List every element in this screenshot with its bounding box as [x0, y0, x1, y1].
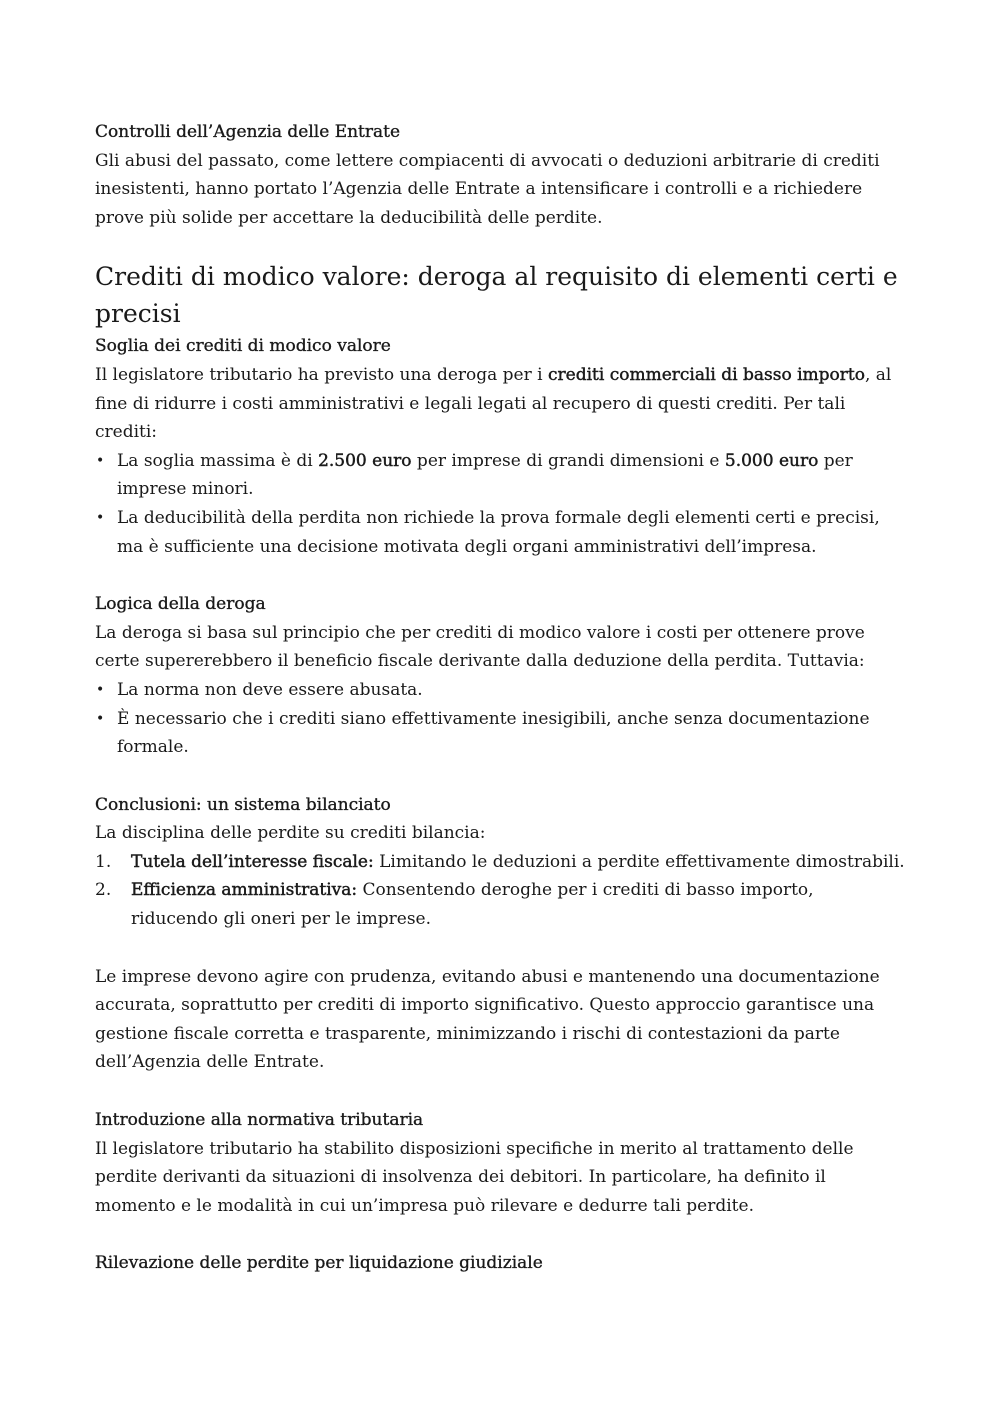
list-item: 1. Tutela dell’interesse fiscale: Limitando le deduzioni a perdite effettivamente dimostrabili.	[95, 851, 905, 872]
paragraph-logica: La deroga si basa sul principio che per crediti di modico valore i costi per ottenere prove certe supererebbero il beneficio fiscale derivante dalla deduzione della perdita. Tuttavia:	[95, 622, 865, 672]
paragraph-soglia: Il legislatore tributario ha previsto una deroga per i crediti commerciali di basso importo, al fine di ridurre i costi amministrativi e legali legati al recupero di questi crediti. Per tali crediti:	[95, 364, 892, 443]
paragraph-closing: Le imprese devono agire con prudenza, evitando abusi e mantenendo una documentazione accurata, soprattutto per crediti di importo significativo. Questo approccio garantisce una gestione fiscale corretta e trasparente, minimizzando i rischi di contestazioni da parte dell’Agenzia delle Entrate.	[95, 966, 880, 1073]
bullet-list-soglia	[95, 447, 905, 561]
paragraph-introduzione: Il legislatore tributario ha stabilito disposizioni specifiche in merito al trattamento delle perdite derivanti da situazioni di insolvenza dei debitori. In particolare, ha definito il momento e le modalità in cui un’impresa può rilevare e dedurre tali perdite.	[95, 1138, 854, 1216]
section-title-crediti-modico: Crediti di modico valore: deroga al requisito di elementi certi e precisi	[95, 262, 898, 329]
bullet-list-logica	[95, 676, 905, 762]
list-item: • La deducibilità della perdita non richiede la prova formale degli elementi certi e precisi, ma è sufficiente una decisione motivata degli organi amministrativi dell’impresa.	[95, 504, 905, 561]
bold-crediti-commerciali: crediti commerciali di basso importo	[548, 364, 865, 385]
list-item: 2. Efficienza amministrativa: Consentendo deroghe per i crediti di basso importo, riducendo gli oneri per le imprese.	[95, 880, 814, 930]
list-item: • È necessario che i crediti siano effettivamente inesigibili, anche senza documentazione formale.	[95, 705, 905, 762]
paragraph-conclusioni: La disciplina delle perdite su crediti bilancia:	[95, 823, 486, 844]
paragraph-controlli: Gli abusi del passato, come lettere compiacenti di avvocati o deduzioni arbitrarie di crediti inesistenti, hanno portato l’Agenzia delle Entrate a intensificare i controlli e a richiedere prove più solide per accettare la deducibilità delle perdite.	[95, 150, 880, 228]
section-heading-soglia: Soglia dei crediti di modico valore	[95, 336, 391, 357]
section-heading-conclusioni: Conclusioni: un sistema bilanciato	[95, 794, 391, 815]
document-page	[95, 118, 905, 1278]
section-heading-controlli: Controlli dell’Agenzia delle Entrate	[95, 122, 401, 142]
section-heading-logica: Logica della deroga	[95, 594, 266, 615]
section-heading-rilevazione: Rilevazione delle perdite per liquidazione giudiziale	[95, 1253, 543, 1274]
list-item: • La soglia massima è di 2.500 euro per imprese di grandi dimensioni e 5.000 euro per imprese minori.	[95, 447, 905, 504]
section-heading-introduzione: Introduzione alla normativa tributaria	[95, 1110, 424, 1131]
numbered-list-conclusioni	[95, 848, 905, 934]
list-item: • La norma non deve essere abusata.	[95, 676, 905, 705]
